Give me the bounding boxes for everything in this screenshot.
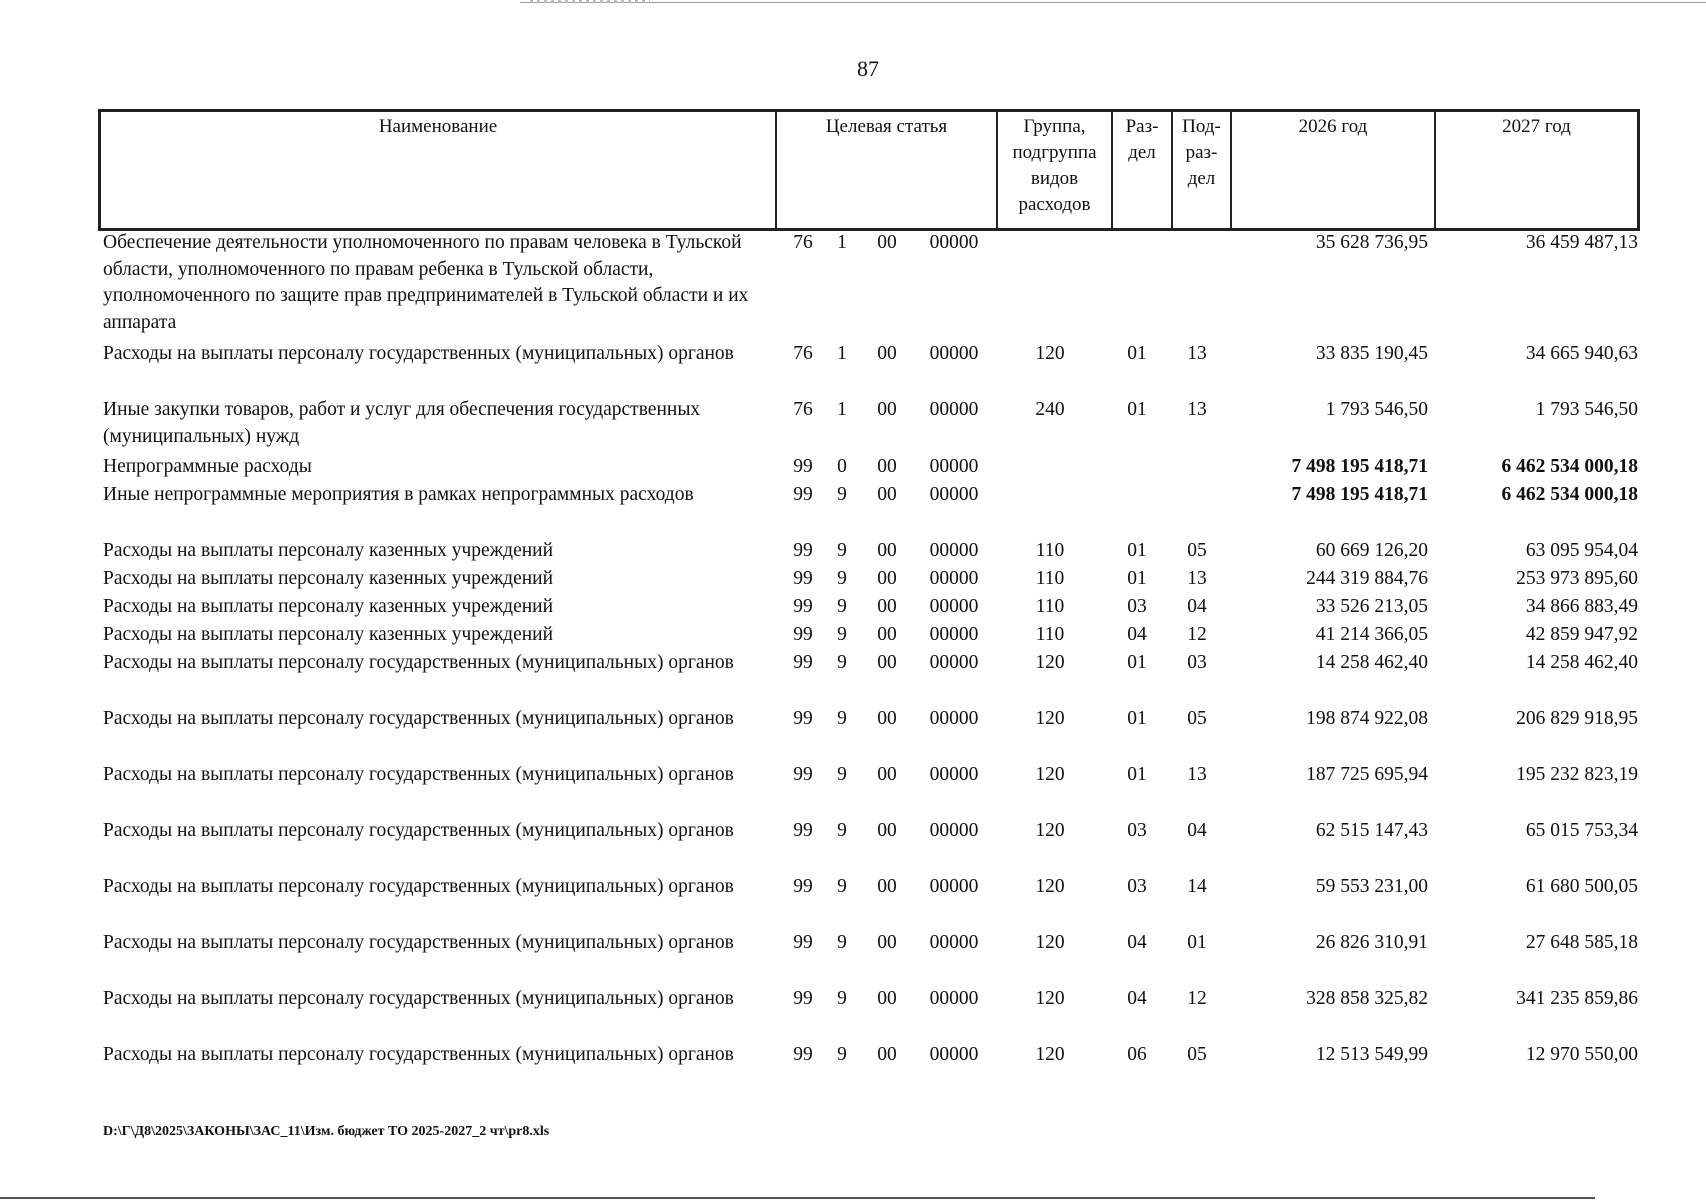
header-group: Группа, подгруппа видов расходов: [998, 112, 1113, 228]
row-name: Непрограммные расходы: [103, 456, 312, 477]
cell-2027: 195 232 823,19: [1516, 764, 1638, 785]
row-name: Обеспечение деятельности уполномоченного по правам человека в Тульской области, уполномоченного по правам ребенка в Тульской области, уполномоченного по защите прав предпринимателей в Тульской области и их аппарата: [103, 232, 749, 333]
cell-2026: 12 513 549,99: [1315, 1044, 1428, 1065]
cell-event: 00: [877, 988, 897, 1009]
cell-event: 00: [877, 624, 897, 645]
cell-direction: 00000: [929, 484, 979, 505]
cell-2026: 328 858 325,82: [1306, 988, 1428, 1009]
cell-razdel: 03: [1127, 876, 1147, 897]
cell-program: 99: [793, 876, 813, 897]
row-name: Расходы на выплаты персоналу государственных (муниципальных) органов: [103, 343, 734, 364]
cell-2026: 26 826 310,91: [1315, 932, 1428, 953]
cell-group: 120: [1035, 1044, 1065, 1065]
cell-direction: 00000: [929, 652, 979, 673]
cell-podrazdel: 13: [1187, 568, 1207, 589]
cell-razdel: 03: [1127, 596, 1147, 617]
cell-podrazdel: 12: [1187, 624, 1207, 645]
cell-2027: 253 973 895,60: [1516, 568, 1638, 589]
cell-subprogram: 9: [837, 932, 847, 953]
cell-subprogram: 9: [837, 876, 847, 897]
cell-event: 00: [877, 343, 897, 364]
cell-podrazdel: 05: [1187, 708, 1207, 729]
cell-razdel: 01: [1127, 540, 1147, 561]
cell-2027: 27 648 585,18: [1525, 932, 1638, 953]
cell-razdel: 01: [1127, 764, 1147, 785]
cell-event: 00: [877, 876, 897, 897]
cell-2026: 35 628 736,95: [1315, 232, 1428, 253]
cell-group: 120: [1035, 708, 1065, 729]
cell-direction: 00000: [929, 343, 979, 364]
cell-2027: 6 462 534 000,18: [1501, 484, 1638, 505]
cell-2026: 1 793 546,50: [1325, 399, 1428, 420]
cell-direction: 00000: [929, 708, 979, 729]
cell-subprogram: 1: [837, 343, 847, 364]
cell-program: 99: [793, 456, 813, 477]
row-name: Расходы на выплаты персоналу государственных (муниципальных) органов: [103, 932, 734, 953]
cell-group: 120: [1035, 652, 1065, 673]
cell-program: 76: [793, 232, 813, 253]
cell-razdel: 04: [1127, 988, 1147, 1009]
cell-podrazdel: 05: [1187, 540, 1207, 561]
cell-subprogram: 0: [837, 456, 847, 477]
cell-2027: 34 866 883,49: [1525, 596, 1638, 617]
cell-2026: 198 874 922,08: [1306, 708, 1428, 729]
cell-direction: 00000: [929, 596, 979, 617]
header-podrazdel: Под- раз- дел: [1173, 112, 1232, 228]
cell-event: 00: [877, 820, 897, 841]
row-name: Расходы на выплаты персоналу казенных учреждений: [103, 540, 554, 561]
cell-direction: 00000: [929, 568, 979, 589]
cell-2026: 187 725 695,94: [1306, 764, 1428, 785]
cell-subprogram: 9: [837, 764, 847, 785]
cell-2026: 7 498 195 418,71: [1291, 484, 1428, 505]
row-name: Расходы на выплаты персоналу казенных учреждений: [103, 568, 554, 589]
cell-2027: 6 462 534 000,18: [1501, 456, 1638, 477]
cell-event: 00: [877, 568, 897, 589]
row-name: Расходы на выплаты персоналу государственных (муниципальных) органов: [103, 708, 734, 729]
page-number: 87: [857, 56, 879, 81]
cell-direction: 00000: [929, 932, 979, 953]
cell-2026: 60 669 126,20: [1315, 540, 1428, 561]
cell-subprogram: 9: [837, 708, 847, 729]
row-name: Расходы на выплаты персоналу государственных (муниципальных) органов: [103, 1044, 734, 1065]
cell-razdel: 01: [1127, 343, 1147, 364]
file-path-footer: D:\Г\Д8\2025\ЗАКОНЫ\ЗАС_11\Изм. бюджет ТО 2025-2027_2 чт\pr8.xls: [103, 1124, 550, 1139]
cell-group: 240: [1035, 399, 1065, 420]
cell-2026: 62 515 147,43: [1315, 820, 1428, 841]
row-name: Расходы на выплаты персоналу казенных учреждений: [103, 624, 554, 645]
cell-2027: 341 235 859,86: [1516, 988, 1638, 1009]
cell-group: 120: [1035, 820, 1065, 841]
cell-direction: 00000: [929, 624, 979, 645]
cell-program: 99: [793, 820, 813, 841]
header-target: Целевая статья: [777, 112, 998, 228]
cell-subprogram: 9: [837, 540, 847, 561]
cell-podrazdel: 01: [1187, 932, 1207, 953]
row-name: Иные непрограммные мероприятия в рамках непрограммных расходов: [103, 484, 694, 505]
cell-event: 00: [877, 540, 897, 561]
cell-event: 00: [877, 456, 897, 477]
cell-event: 00: [877, 399, 897, 420]
cell-program: 99: [793, 624, 813, 645]
cell-2027: 12 970 550,00: [1525, 1044, 1638, 1065]
cell-program: 99: [793, 1044, 813, 1065]
cell-group: 110: [1035, 596, 1065, 617]
cell-razdel: 01: [1127, 568, 1147, 589]
cell-2026: 244 319 884,76: [1306, 568, 1428, 589]
cell-razdel: 03: [1127, 820, 1147, 841]
cell-program: 99: [793, 484, 813, 505]
cell-razdel: 06: [1127, 1044, 1147, 1065]
row-name: Расходы на выплаты персоналу государственных (муниципальных) органов: [103, 820, 734, 841]
cell-event: 00: [877, 232, 897, 253]
cell-group: 120: [1035, 988, 1065, 1009]
cell-2026: 33 835 190,45: [1315, 343, 1428, 364]
cell-program: 76: [793, 399, 813, 420]
cell-subprogram: 9: [837, 624, 847, 645]
cell-subprogram: 9: [837, 988, 847, 1009]
cell-podrazdel: 05: [1187, 1044, 1207, 1065]
cell-2027: 42 859 947,92: [1525, 624, 1638, 645]
cell-program: 99: [793, 596, 813, 617]
cell-2027: 34 665 940,63: [1525, 343, 1638, 364]
cell-group: 120: [1035, 932, 1065, 953]
cell-direction: 00000: [929, 988, 979, 1009]
header-name: Наименование: [101, 112, 777, 228]
cell-group: 110: [1035, 540, 1065, 561]
cell-subprogram: 1: [837, 232, 847, 253]
cell-razdel: 04: [1127, 624, 1147, 645]
row-name: Иные закупки товаров, работ и услуг для обеспечения государственных (муниципальных) нужд: [103, 399, 701, 447]
cell-2026: 7 498 195 418,71: [1291, 456, 1428, 477]
cell-group: 120: [1035, 343, 1065, 364]
row-name: Расходы на выплаты персоналу казенных учреждений: [103, 596, 554, 617]
cell-2027: 36 459 487,13: [1525, 232, 1638, 253]
cell-event: 00: [877, 932, 897, 953]
cell-subprogram: 9: [837, 1044, 847, 1065]
cell-event: 00: [877, 484, 897, 505]
cell-podrazdel: 03: [1187, 652, 1207, 673]
cell-podrazdel: 04: [1187, 820, 1207, 841]
cell-program: 99: [793, 652, 813, 673]
cell-program: 99: [793, 568, 813, 589]
row-name: Расходы на выплаты персоналу государственных (муниципальных) органов: [103, 652, 734, 673]
cell-direction: 00000: [929, 456, 979, 477]
cell-podrazdel: 13: [1187, 399, 1207, 420]
cell-program: 76: [793, 343, 813, 364]
row-name: Расходы на выплаты персоналу государственных (муниципальных) органов: [103, 764, 734, 785]
header-razdel: Раз- дел: [1113, 112, 1173, 228]
cell-podrazdel: 04: [1187, 596, 1207, 617]
cell-direction: 00000: [929, 1044, 979, 1065]
row-name: Расходы на выплаты персоналу государственных (муниципальных) органов: [103, 876, 734, 897]
cell-razdel: 01: [1127, 708, 1147, 729]
cell-subprogram: 9: [837, 568, 847, 589]
cell-2027: 65 015 753,34: [1525, 820, 1638, 841]
cell-2026: 41 214 366,05: [1315, 624, 1428, 645]
cell-event: 00: [877, 596, 897, 617]
cell-program: 99: [793, 540, 813, 561]
cell-group: 120: [1035, 876, 1065, 897]
cell-subprogram: 9: [837, 652, 847, 673]
cell-direction: 00000: [929, 876, 979, 897]
cell-event: 00: [877, 708, 897, 729]
cell-group: 110: [1035, 568, 1065, 589]
cell-podrazdel: 13: [1187, 343, 1207, 364]
cell-program: 99: [793, 708, 813, 729]
cell-direction: 00000: [929, 232, 979, 253]
cell-razdel: 01: [1127, 652, 1147, 673]
cell-2026: 14 258 462,40: [1315, 652, 1428, 673]
cell-2026: 33 526 213,05: [1315, 596, 1428, 617]
header-2027: 2027 год: [1502, 116, 1571, 137]
cell-program: 99: [793, 988, 813, 1009]
cell-2027: 63 095 954,04: [1525, 540, 1638, 561]
cell-subprogram: 9: [837, 484, 847, 505]
cell-podrazdel: 14: [1187, 876, 1207, 897]
cell-direction: 00000: [929, 540, 979, 561]
cell-subprogram: 9: [837, 596, 847, 617]
cell-2027: 61 680 500,05: [1525, 876, 1638, 897]
cell-group: 110: [1035, 624, 1065, 645]
cell-program: 99: [793, 764, 813, 785]
cell-razdel: 01: [1127, 399, 1147, 420]
cell-event: 00: [877, 652, 897, 673]
cell-group: 120: [1035, 764, 1065, 785]
cell-subprogram: 9: [837, 820, 847, 841]
cell-direction: 00000: [929, 764, 979, 785]
cell-podrazdel: 13: [1187, 764, 1207, 785]
cell-program: 99: [793, 932, 813, 953]
cell-subprogram: 1: [837, 399, 847, 420]
cell-direction: 00000: [929, 820, 979, 841]
cell-2027: 14 258 462,40: [1525, 652, 1638, 673]
cell-event: 00: [877, 764, 897, 785]
cell-razdel: 04: [1127, 932, 1147, 953]
row-name: Расходы на выплаты персоналу государственных (муниципальных) органов: [103, 988, 734, 1009]
cell-event: 00: [877, 1044, 897, 1065]
cell-podrazdel: 12: [1187, 988, 1207, 1009]
cell-direction: 00000: [929, 399, 979, 420]
cell-2027: 1 793 546,50: [1535, 399, 1638, 420]
cell-2026: 59 553 231,00: [1315, 876, 1428, 897]
cell-2027: 206 829 918,95: [1516, 708, 1638, 729]
header-2026: 2026 год: [1232, 112, 1436, 228]
